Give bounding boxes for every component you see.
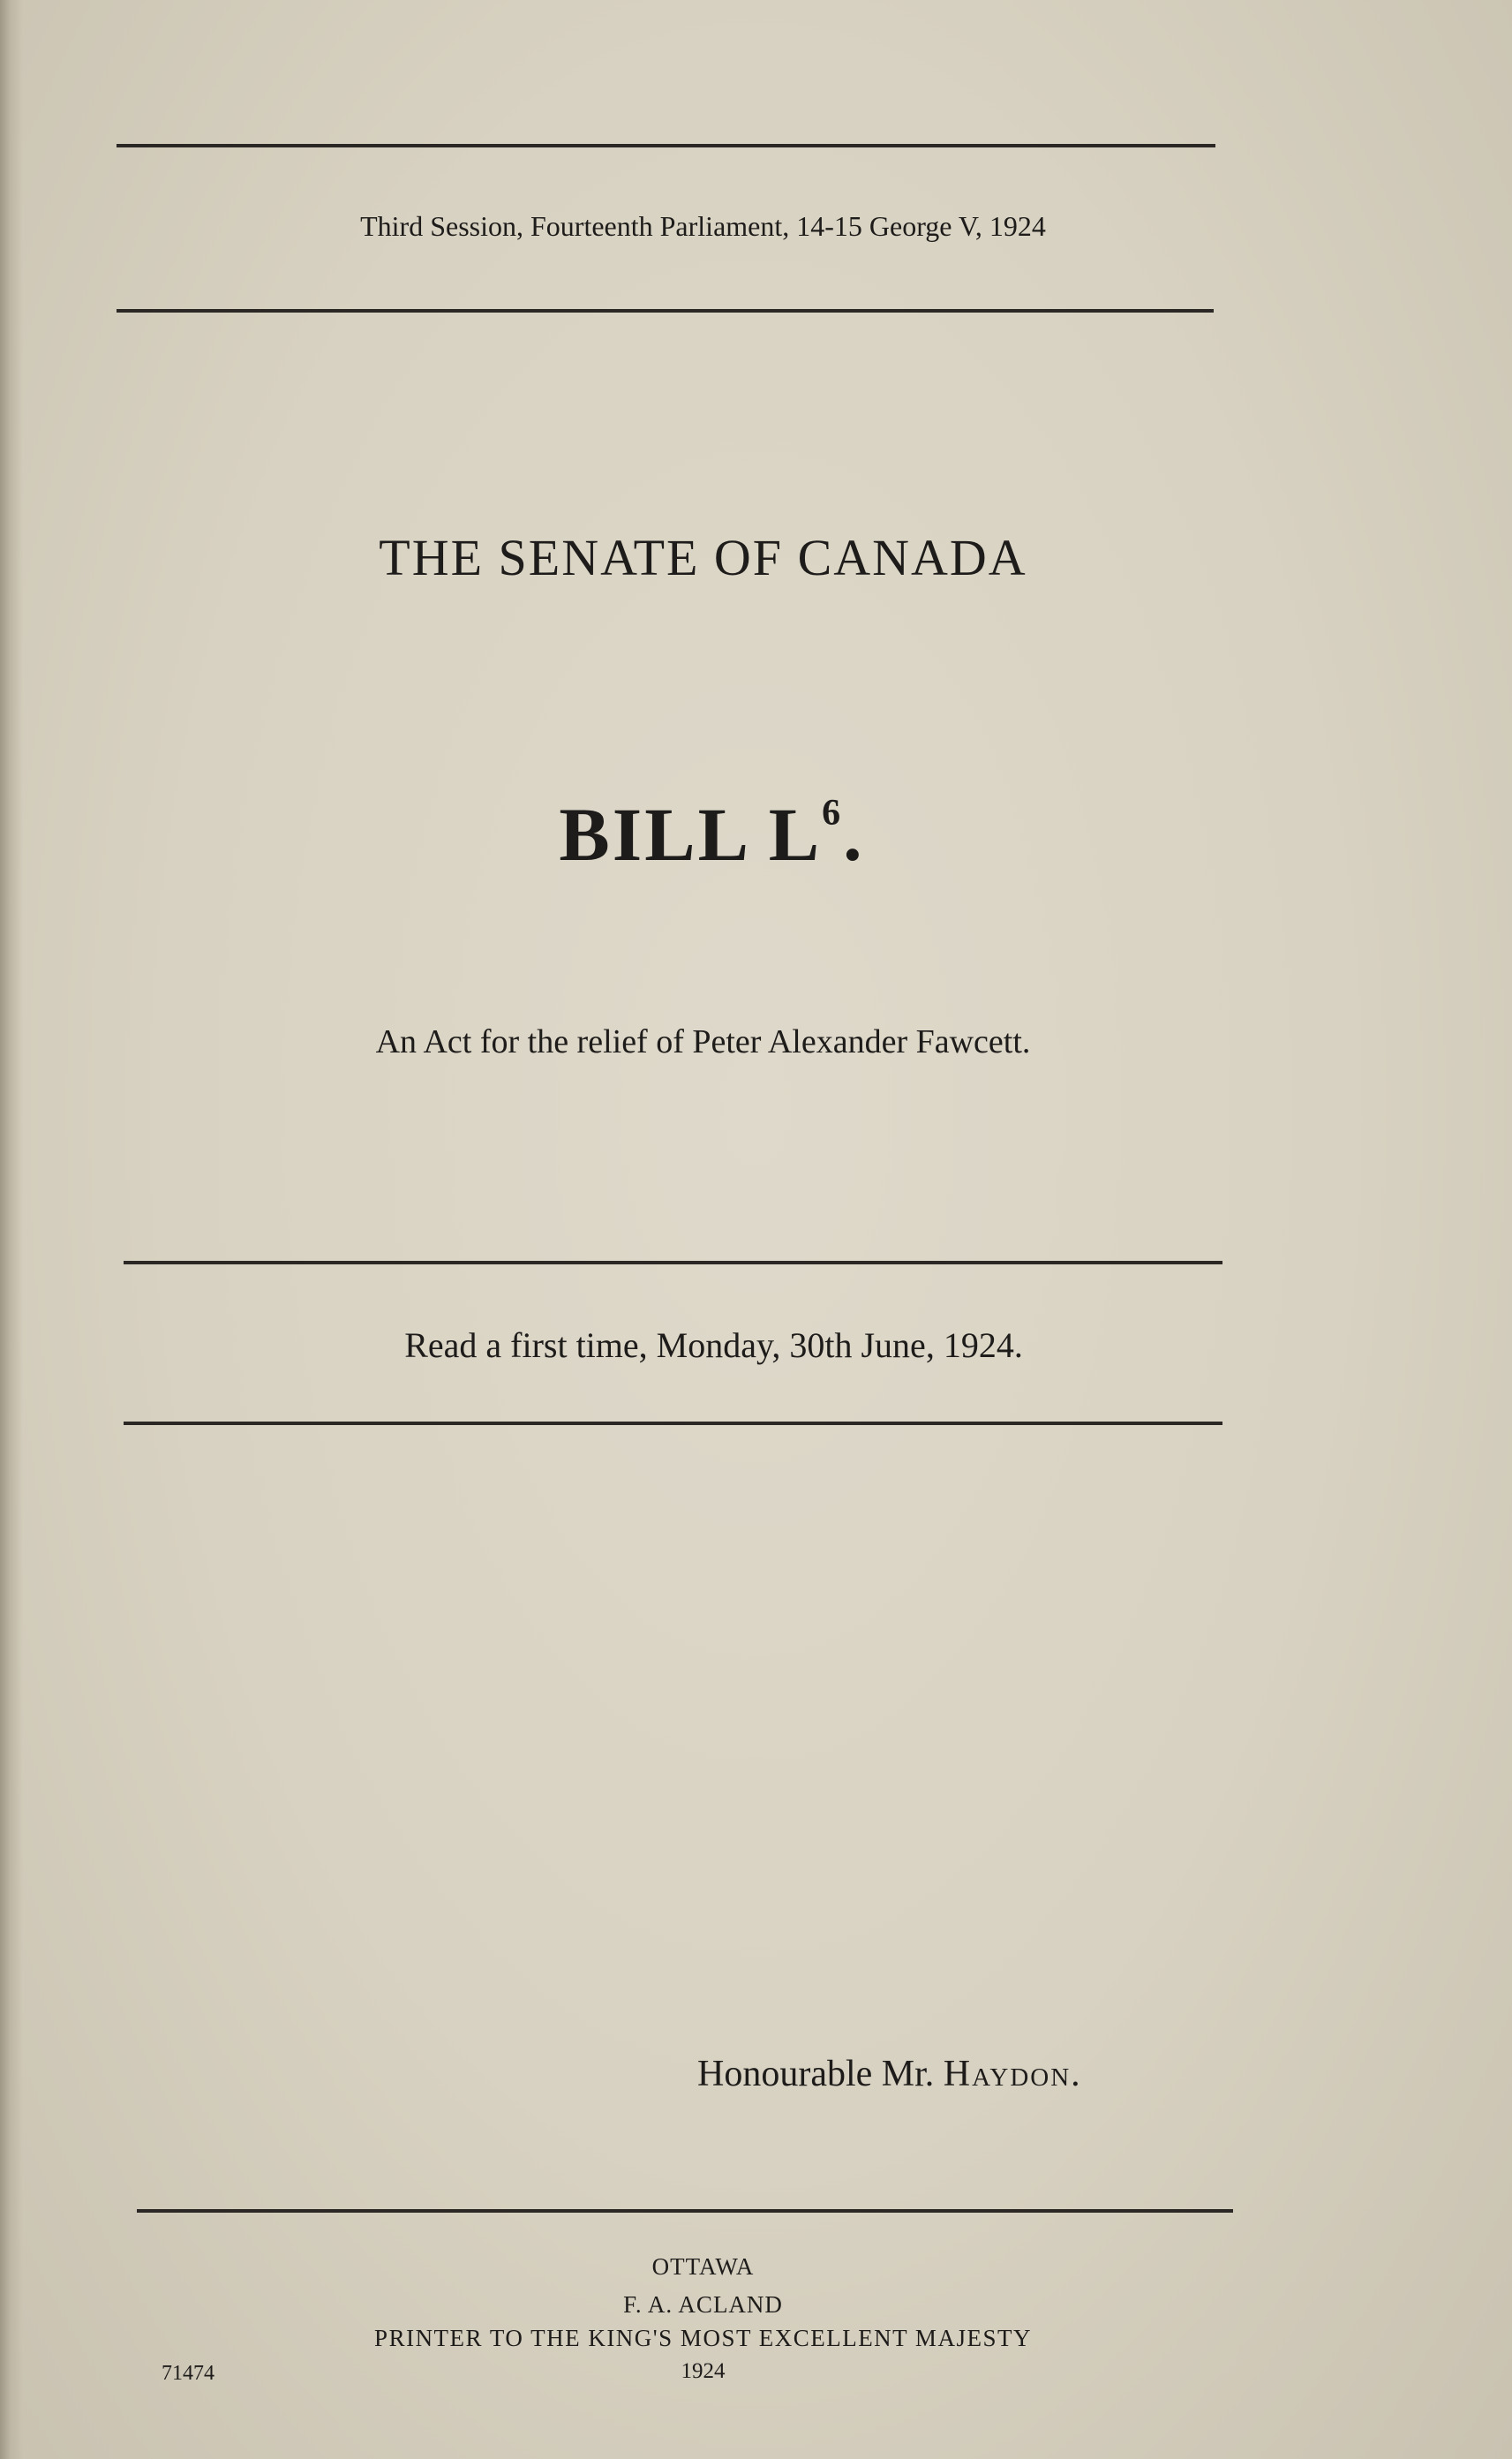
imprint-year: 1924 bbox=[681, 2359, 726, 2383]
sponsor-prefix: Honourable Mr. bbox=[697, 2054, 935, 2094]
page-spine-shadow bbox=[0, 0, 23, 2459]
bill-title-main: BILL L bbox=[559, 792, 823, 877]
act-rule bbox=[124, 1261, 1222, 1264]
print-code: 71474 bbox=[162, 2362, 214, 2385]
act-title: An Act for the relief of Peter Alexander Fawcett. bbox=[375, 1023, 1031, 1060]
bill-title-superscript: 6 bbox=[822, 793, 844, 833]
imprint-printer: F. A. ACLAND bbox=[623, 2291, 783, 2318]
imprint-city: OTTAWA bbox=[651, 2253, 755, 2280]
session-rule bbox=[117, 309, 1214, 313]
first-reading-line: Read a first time, Monday, 30th June, 1924. bbox=[404, 1325, 1023, 1365]
bill-title-period: . bbox=[843, 792, 865, 877]
imprint-printer-title: PRINTER TO THE KING'S MOST EXCELLENT MAJESTY bbox=[374, 2325, 1032, 2351]
reading-rule bbox=[124, 1422, 1222, 1425]
sponsor-line bbox=[697, 2053, 1082, 2095]
session-line: Third Session, Fourteenth Parliament, 14-15 George V, 1924 bbox=[360, 210, 1046, 242]
chamber-heading: THE SENATE OF CANADA bbox=[379, 529, 1027, 586]
top-rule bbox=[117, 144, 1215, 147]
bill-title bbox=[0, 790, 1468, 879]
imprint-rule bbox=[137, 2209, 1233, 2213]
sponsor-name: Haydon. bbox=[943, 2054, 1082, 2094]
